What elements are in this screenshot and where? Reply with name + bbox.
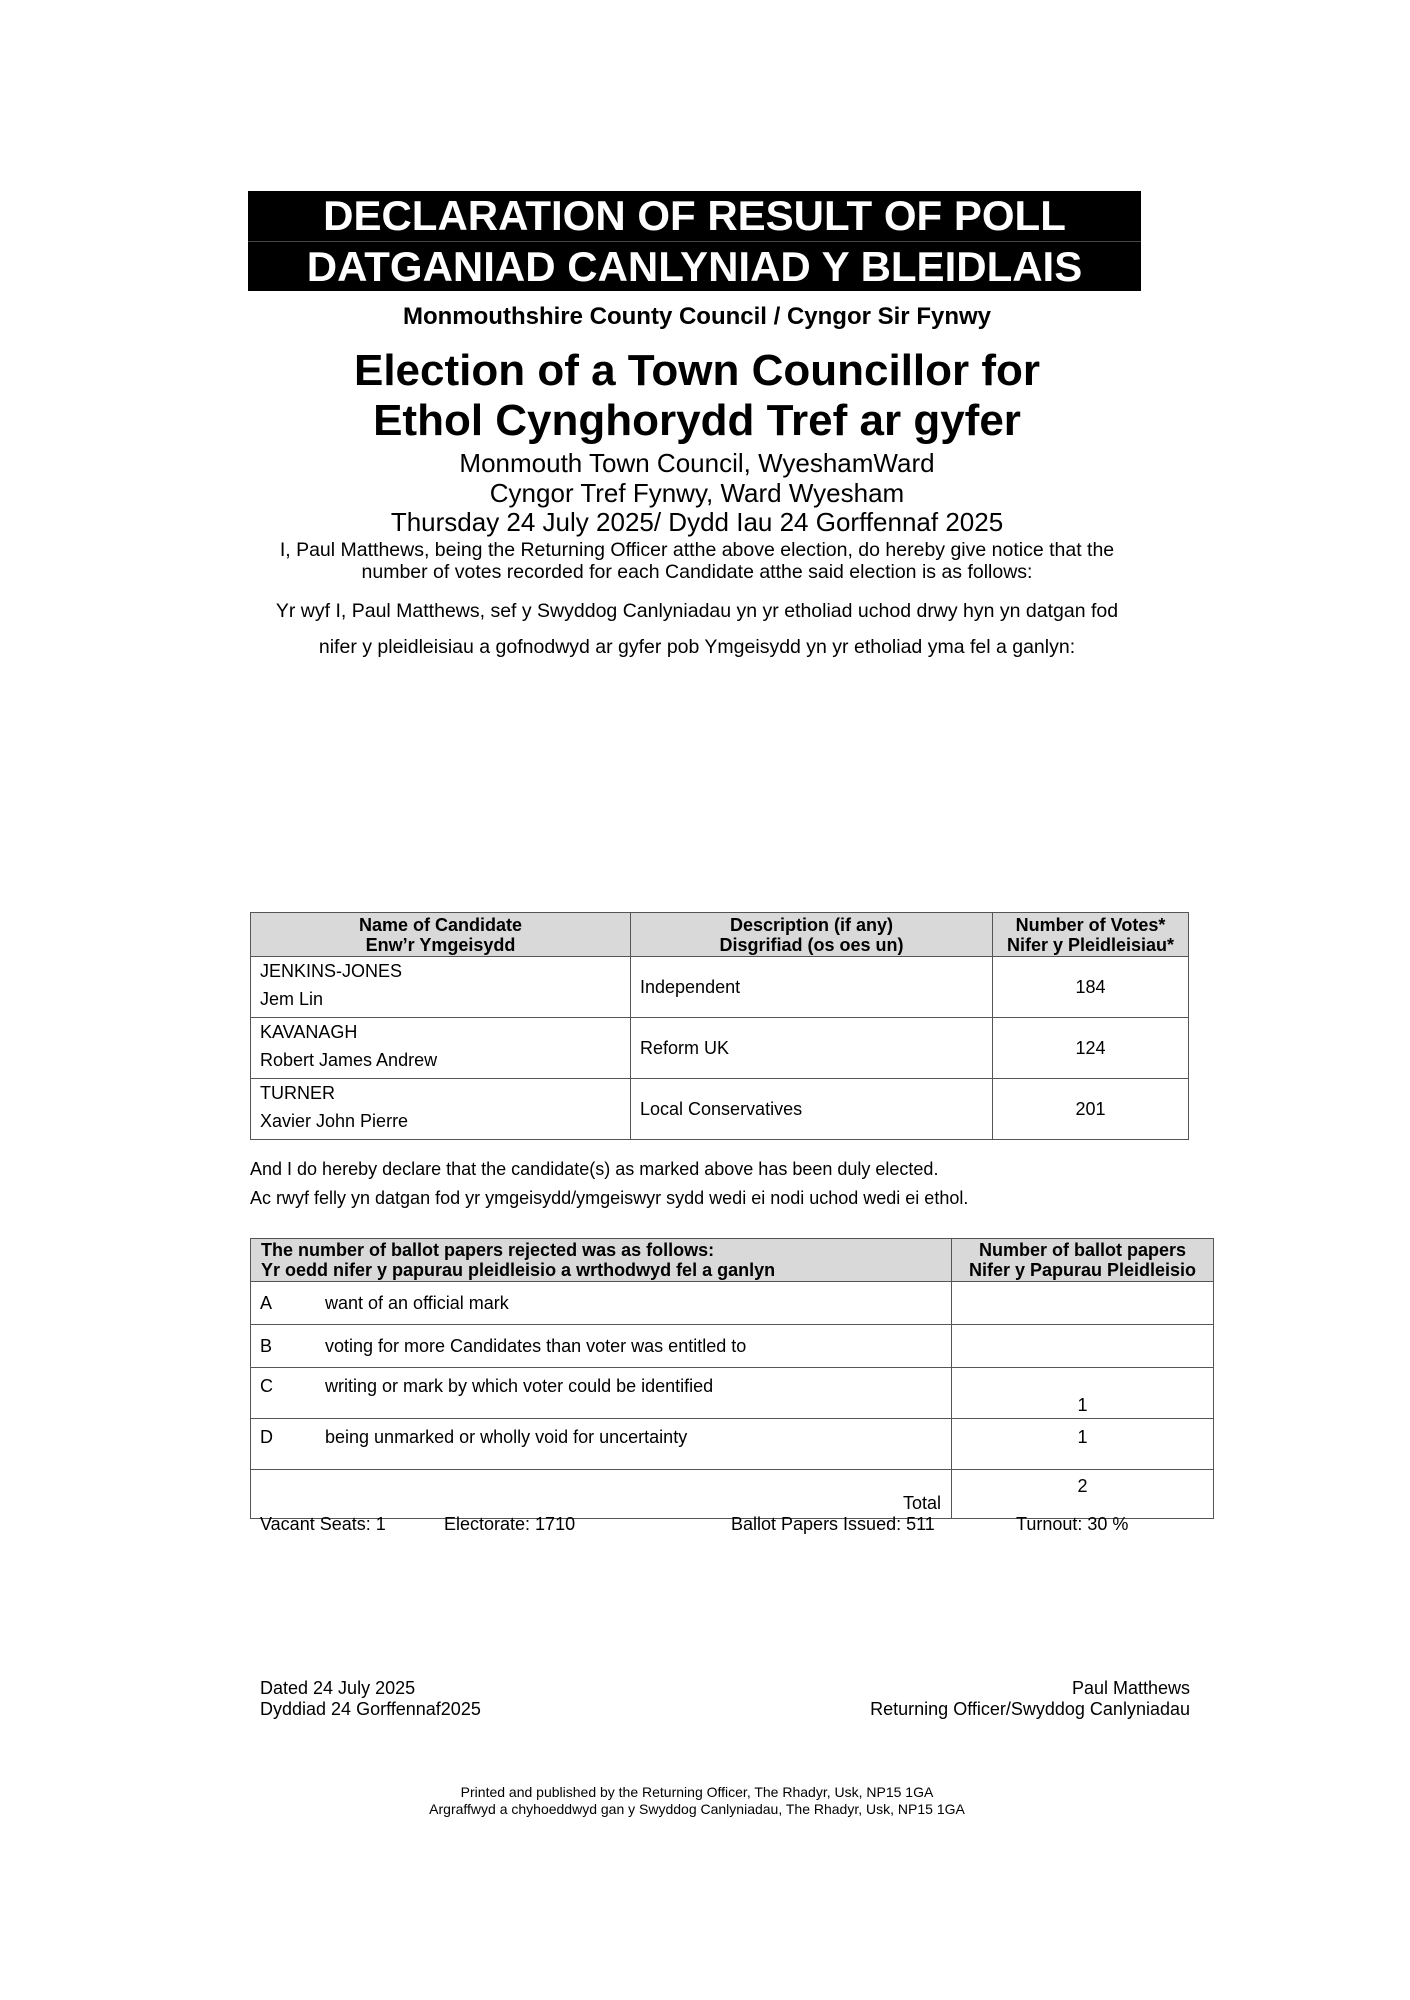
rejected-letter: D (260, 1427, 273, 1447)
rejected-total-label: Total (251, 1470, 952, 1519)
notice-en (0, 539, 1394, 583)
header-cy: Nifer y Papurau Pleidleisio (968, 1260, 1197, 1280)
header-cy: Enw’r Ymgeisydd (365, 934, 516, 955)
dated-cy: Dyddiad 24 Gorffennaf2025 (260, 1699, 481, 1719)
declaration-en: And I do hereby declare that the candidate(s) as marked above has been duly elected. (250, 1159, 939, 1179)
rejected-header-reason (251, 1239, 952, 1282)
rejected-reason (251, 1282, 952, 1325)
candidate-name (251, 1079, 631, 1140)
candidate-surname: JENKINS-JONES (260, 961, 403, 981)
candidate-description: Reform UK (631, 1018, 993, 1079)
header-en: Name of Candidate (358, 914, 523, 935)
candidate-votes: 184 (993, 957, 1189, 1018)
rejected-ballots-table (250, 1238, 1214, 1519)
rejected-count: 1 (952, 1419, 1214, 1470)
dated-en: Dated 24 July 2025 (260, 1678, 416, 1698)
header-cy: Yr oedd nifer y papurau pleidleisio a wrthodwyd fel a ganlyn (261, 1260, 776, 1280)
candidate-forenames: Xavier John Pierre (260, 1111, 409, 1131)
officer-name: Paul Matthews (1071, 1678, 1190, 1698)
candidate-name (251, 957, 631, 1018)
title-banner (248, 191, 1141, 291)
candidate-forenames: Jem Lin (260, 989, 324, 1009)
notice-cy-line: nifer y pleidleisiau a gofnodwyd ar gyfer pob Ymgeisydd yn yr etholiad yma fel a ganlyn: (318, 636, 1076, 658)
notice-en-line: I, Paul Matthews, being the Returning Officer atthe above election, do hereby give notice that the (279, 539, 1115, 561)
table-row (251, 1419, 1214, 1470)
header-en: The number of ballot papers rejected was as follows: (261, 1240, 715, 1260)
table-row (251, 1079, 1189, 1140)
candidate-description: Independent (631, 957, 993, 1018)
table-row (251, 1325, 1214, 1368)
ballot-papers-issued: Ballot Papers Issued: 511 (731, 1514, 935, 1534)
declaration-cy: Ac rwyf felly yn datgan fod yr ymgeisydd/ymgeiswyr sydd wedi ei nodi uchod wedi ei ethol. (250, 1188, 969, 1208)
rejected-letter: B (260, 1335, 273, 1356)
ward-en: Monmouth Town Council, WyeshamWard (459, 448, 935, 478)
imprint-cy: Argraffwyd a chyhoeddwyd gan y Swyddog Canlyniadau, The Rhadyr, Usk, NP15 1GA (429, 1801, 965, 1817)
header-description (631, 913, 993, 957)
rejected-letter: A (260, 1292, 273, 1313)
election-heading-cy: Ethol Cynghorydd Tref ar gyfer (373, 396, 1021, 445)
rejected-reason-text: voting for more Candidates than voter was entitled to (325, 1335, 747, 1356)
rejected-reason (251, 1419, 952, 1470)
council-name: Monmouthshire County Council / Cyngor Sir Fynwy (402, 303, 991, 330)
rejected-count (952, 1282, 1214, 1325)
rejected-count (952, 1325, 1214, 1368)
header-cy: Nifer y Pleidleisiau* (1006, 934, 1175, 955)
candidate-description: Local Conservatives (631, 1079, 993, 1140)
rejected-reason (251, 1325, 952, 1368)
election-heading-en: Election of a Town Councillor for (353, 346, 1041, 395)
date-block (260, 1678, 481, 1720)
header-en: Number of ballot papers (978, 1240, 1187, 1260)
rejected-reason-text: being unmarked or wholly void for uncertainty (325, 1427, 688, 1447)
candidates-header-row (251, 913, 1189, 957)
candidates-table (250, 912, 1189, 1140)
rejected-total-value: 2 (952, 1470, 1214, 1519)
imprint (0, 1784, 1394, 1818)
ward-cy: Cyngor Tref Fynwy, Ward Wyesham (489, 478, 905, 508)
header-en: Description (if any) (729, 914, 894, 935)
candidate-surname: KAVANAGH (260, 1022, 358, 1042)
candidate-surname: TURNER (260, 1083, 335, 1103)
rejected-reason-text: want of an official mark (325, 1292, 509, 1313)
officer-title: Returning Officer/Swyddog Canlyniadau (870, 1699, 1190, 1719)
vacant-seats: Vacant Seats: 1 (260, 1514, 386, 1534)
turnout: Turnout: 30 % (1016, 1514, 1129, 1534)
title-en: DECLARATION OF RESULT OF POLL (323, 192, 1066, 239)
candidate-name (251, 1018, 631, 1079)
table-row (251, 1282, 1214, 1325)
signature-block (870, 1678, 1190, 1720)
title-cy: DATGANIAD CANLYNIAD Y BLEIDLAIS (248, 241, 1141, 292)
imprint-en: Printed and published by the Returning Officer, The Rhadyr, Usk, NP15 1GA (460, 1784, 934, 1800)
candidate-forenames: Robert James Andrew (260, 1050, 438, 1070)
header-votes (993, 913, 1189, 957)
candidate-votes: 201 (993, 1079, 1189, 1140)
rejected-reason (251, 1368, 952, 1419)
election-heading (0, 346, 1394, 446)
header-en: Number of Votes* (1015, 914, 1166, 935)
notice-en-line: number of votes recorded for each Candidate atthe said election is as follows: (361, 561, 1033, 583)
header-cy: Disgrifiad (os oes un) (719, 934, 904, 955)
rejected-total-row (251, 1470, 1214, 1519)
header-candidate-name (251, 913, 631, 957)
rejected-reason-text: writing or mark by which voter could be identified (325, 1376, 714, 1396)
electorate: Electorate: 1710 (444, 1514, 576, 1534)
table-row (251, 1368, 1214, 1419)
rejected-letter: C (260, 1376, 273, 1396)
table-row (251, 1018, 1189, 1079)
rejected-header-count (952, 1239, 1214, 1282)
candidate-votes: 124 (993, 1018, 1189, 1079)
rejected-count: 1 (952, 1368, 1214, 1419)
election-date: Thursday 24 July 2025/ Dydd Iau 24 Gorffennaf 2025 (390, 507, 1004, 537)
notice-cy-line: Yr wyf I, Paul Matthews, sef y Swyddog Canlyniadau yn yr etholiad uchod drwy hyn yn datgan fod (275, 600, 1119, 622)
rejected-header-row (251, 1239, 1214, 1282)
notice-cy (0, 593, 1394, 665)
table-row (251, 957, 1189, 1018)
